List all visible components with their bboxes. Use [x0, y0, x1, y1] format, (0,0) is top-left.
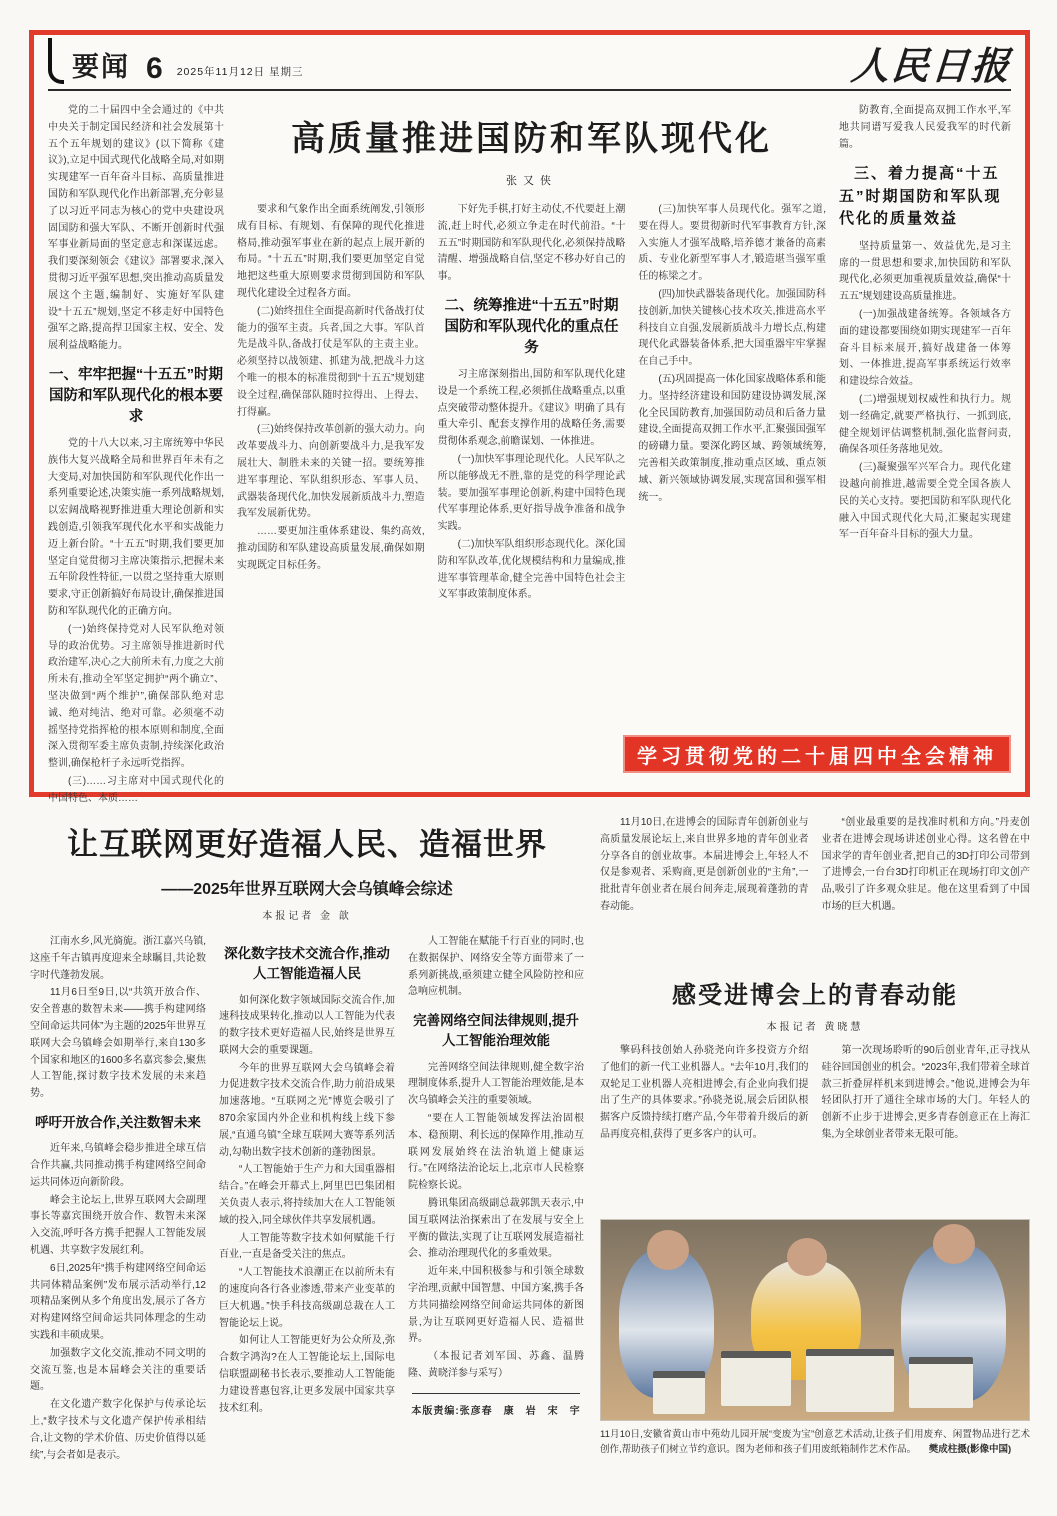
article-paragraph: 擎码科技创始人孙骁尧向许多投资方介绍了他们的新一代工业机器人。“去年10月,我们的双轮足工业机器人亮相进博会,有企业向我们提出了生产的具体要求。”孙骁尧说,展会后团队根据客户反馈持续打磨产品,今年带着升级后的新品再度亮相,获得了更多客户的认可。: [600, 1045, 809, 1140]
internet-summit-article: [30, 815, 584, 1470]
column-divider-rule: [412, 1393, 580, 1394]
photo-caption-text: 11月10日,安徽省黄山市中苑幼儿园开展“变废为宝”创意艺术活动,让孩子们用废弃、闲置物品进行艺术创作,帮助孩子们树立节约意识。图为老师和孩子们用废纸箱制作艺术作品。: [600, 1429, 1030, 1455]
article-paragraph: 第一次现场聆听的90后创业青年,正寻找从硅谷回国创业的机会。“2023年,我们带着全球首款三折叠屏样机来到进博会。”他说,进博会为年轻团队打开了通往全球市场的大门。年轻人的创新不止步于进博会,更多青春创意正在上海汇集,为全球创业者带来无限可能。: [821, 1045, 1030, 1140]
article-paragraph: (一)加强战建备统筹。各领域各方面的建设都要围绕如期实现建军一百年奋斗目标来展开,搞好战建备一体筹划、一体推进,提高军事系统运行效率和建设综合效益。: [839, 309, 1011, 388]
front-section-red-frame: [29, 30, 1030, 804]
article-paragraph: 近年来,中国积极参与和引领全球数字治理,贡献中国智慧、中国方案,携手各方共同描绘网络空间命运共同体的新图景,为让互联网更好造福人民、造福世界。: [408, 1266, 584, 1345]
expo-lede-column-1: [600, 815, 809, 965]
article-paragraph: 本版责编:张彦春 康 岩 宋 宇: [411, 1405, 581, 1417]
expo-article-lede: [600, 815, 1030, 965]
photo-child-left-head: [647, 1230, 689, 1270]
article-paragraph: 今年的世界互联网大会乌镇峰会着力促进数字技术交流合作,助力前沿成果加速落地。“互联网之光”博览会吸引了870余家国内外企业和机构线上线下参展,“直通乌镇”全球互联网大赛等系列活动,勾勒出数字技术创新的蓬勃图景。: [219, 1062, 395, 1158]
article-paragraph: 下好先手棋,打好主动仗,不代要赶上潮流,赶上时代,必须立争走在时代前沿。“十五五”时期国防和军队现代化,必须保持战略清醒、增强战略自信,坚定不移办好自己的事。: [437, 204, 626, 283]
photo-child-right-head: [933, 1224, 975, 1264]
article-paragraph: (三)……习主席对中国式现代化的中国特色、本质……: [48, 775, 224, 804]
section-bracket-rule: [48, 38, 64, 84]
article-paragraph: (一)始终保持党对人民军队绝对领导的政治优势。习主席领导推进新时代政治建军,决心之大前所未有,力度之大前所未有,推动全军坚定拥护“两个确立”、坚决做到“两个维护”,确保部队绝对忠诚、绝对纯洁、绝对可靠。必须毫不动摇坚持党指挥枪的根本原则和制度,全面深入贯彻军委主席负责制,持续深化政治整训,确保枪杆子永远听党指挥。: [48, 623, 224, 770]
article-paragraph: 如何深化数字领域国际交流合作,加速科技成果转化,推动以人工智能为代表的数字技术更好造福人民,始终是世界互联网大会的重要课题。: [219, 994, 395, 1056]
internet-article-headline: 让互联网更好造福人民、造福世界: [67, 827, 547, 862]
expo-article-column-2: [822, 1043, 1031, 1211]
article-paragraph: 6日,2025年“携手构建网络空间命运共同体精品案例”发布展示活动举行,12项精品案例从多个角度出发,展示了各方对构建网络空间命运共同体理念的生动实践和丰硕成果。: [30, 1262, 206, 1341]
article-paragraph: (二)始终扭住全面提高新时代备战打仗能力的强军主责。兵者,国之大事。军队首先是战斗队,备战打仗是军队的主责主业。必须坚持以战领建、抓建为战,把战斗力这个唯一的根本的标准贯彻到“十五五”规划建设全过程,确保部队随时拉得出、上得去、打得赢。: [237, 305, 425, 418]
lower-section: [30, 815, 1030, 1470]
article-subhead: 呼吁开放合作,关注数智未来: [35, 1114, 201, 1130]
article-paragraph: (四)加快武器装备现代化。加强国防科技创新,加快关键核心技术攻关,推进高水平科技自立自强,发展新质战斗力增长点,构建现代化武器装备体系,把大国重器牢牢掌握在自己手中。: [638, 288, 826, 368]
photo-credit: 樊成柱摄(影像中国): [928, 1443, 1012, 1455]
lead-article-column-1: [48, 103, 224, 809]
lead-article-column-5: [839, 103, 1011, 809]
article-paragraph: 坚持质量第一、效益优先,是习主席的一贯思想和要求,加快国防和军队现代化,必须更加重视质量效益,确保“十五五”规划建设高质量推进。: [839, 240, 1011, 303]
article-subhead: 三、着力提高“十五五”时期国防和军队现代化的质量效益: [839, 165, 1002, 228]
lead-article-column-4: [638, 202, 826, 809]
campaign-banner-wrap: [613, 725, 1011, 773]
article-paragraph: 腾讯集团高级副总裁郭凯天表示,中国互联网法治探索出了在发展与安全上平衡的做法,实现了让互联网发展造福社会、推动治理现代化的多重效果。: [408, 1198, 584, 1260]
internet-article-subtitle: ——2025年世界互联网大会乌镇峰会综述: [161, 881, 453, 898]
lead-article-center: [237, 103, 826, 809]
photo-child-center-head: [787, 1238, 827, 1276]
expo-article-headline: 感受进博会上的青春动能: [672, 982, 958, 1009]
internet-article-byline: 本报记者 金 歆: [262, 911, 352, 922]
article-paragraph: (一)加快军事理论现代化。人民军队之所以能够战无不胜,靠的是党的科学理论武装。要加强军事理论创新,构建中国特色现代军事理论体系,更好指导战争准备和战争实践。: [437, 454, 626, 533]
internet-article-column-2: [219, 934, 395, 1470]
kindergarten-craft-photo: [600, 1219, 1030, 1421]
article-paragraph: 峰会主论坛上,世界互联网大会副理事长等嘉宾围绕开放合作、数智未来深入交流,呼吁各方携手把握人工智能发展机遇、共享数字发展红利。: [30, 1194, 206, 1256]
article-paragraph: (三)始终保持改革创新的强大动力。向改革要战斗力、向创新要战斗力,是我军发展壮大、制胜未来的关键一招。要统筹推进军事理论、军队组织形态、军事人员、武器装备现代化,加快发展新质战斗力,塑造我军发展新优势。: [237, 424, 425, 520]
photo-model-house-1: [721, 1351, 791, 1406]
article-paragraph: 人工智能在赋能千行百业的同时,也在数据保护、网络安全等方面带来了一系列新挑战,亟须建立健全风险防控和应急响应机制。: [408, 936, 584, 998]
issue-date: 2025年11月12日 星期三: [176, 66, 304, 78]
internet-article-column-3: [408, 934, 584, 1470]
article-paragraph: 完善网络空间法律规则,健全数字治理制度体系,提升人工智能治理效能,是本次乌镇峰会关注的重要领域。: [408, 1061, 584, 1107]
expo-article-body: [600, 1043, 1030, 1211]
lead-article-column-2: [237, 202, 425, 809]
section-label: 要闻: [72, 52, 130, 82]
article-paragraph: (三)凝聚强军兴军合力。现代化建设越向前推进,越需要全党全国各族人民的关心支持。要把国防和军队现代化融入中国式现代化大局,汇聚起实现建军一百年奋斗目标的强大力量。: [839, 462, 1011, 541]
article-subhead: 深化数字技术交流合作,推动人工智能造福人民: [224, 946, 390, 982]
article-paragraph: 党的二十届四中全会通过的《中共中央关于制定国民经济和社会发展第十五个五年规划的建议》(以下简称《建议》),立足中国式现代化战略全局,对如期实现建军一百年奋斗目标、高质量推进国防和军队现代化作出新部署,充分彰显了以习近平同志为核心的党中央建设巩固国防和强大军队、不断开创新时代强军事业新局面的坚定意志和深谋远虑。我们要深刻领会《建议》部署要求,深入贯彻习近平强军思想,突出推动高质量发展这个主题,编制好、实施好军队建设“十五五”规划,坚定不移走好中国特色强军之路,提高捍卫国家主权、安全、发展利益战略能力。: [48, 105, 224, 352]
page-number: 6: [146, 52, 163, 85]
article-paragraph: (二)增强规划权威性和执行力。规划一经确定,就要严格执行、一抓到底,健全规划评估调整机制,强化监督问责,确保各项任务落地见效。: [839, 394, 1011, 456]
article-paragraph: “创业最重要的是找准时机和方向。”丹麦创业者在进博会现场讲述创业心得。这名曾在中国求学的青年创业者,把自己的3D打印公司带到了进博会,一台台3D打印机正在现场打印文创产品,吸引了许多观众驻足。他在这里看到了中国市场的巨大机遇。: [821, 817, 1030, 912]
campaign-banner: 学习贯彻党的二十届四中全会精神: [623, 735, 1011, 773]
article-paragraph: 如何让人工智能更好为公众所及,弥合数字鸿沟?在人工智能论坛上,国际电信联盟副秘书长表示,要推动人工智能能力建设普惠包容,让更多发展中国家共享技术红利。: [219, 1335, 395, 1414]
photo-model-house-3: [909, 1357, 973, 1408]
article-paragraph: (三)加快军事人员现代化。强军之道,要在得人。要贯彻新时代军事教育方针,深入实施人才强军战略,培养德才兼备的高素质、专业化新型军事人才,锻造堪当强军重任的栋梁之才。: [638, 204, 826, 283]
lead-article-body: [237, 202, 826, 809]
article-paragraph: 党的十八大以来,习主席统筹中华民族伟大复兴战略全局和世界百年未有之大变局,对加快国防和军队现代化作出一系列重要论述,决策实施一系列战略规划,以宏阔战略视野推进重大理论创新和实践创造,引领我军现代化水平和实战能力迈上新台阶。“十五五”时期,我们要更加坚定自觉贯彻习主席决策指示,把握未来五年阶段性特征,一以贯之坚持重大原则要求,守正创新搞好布局设计,确保推进国防和军队现代化的正确方向。: [48, 438, 224, 617]
article-paragraph: “人工智能技术浪潮正在以前所未有的速度向各行各业渗透,带来产业变革的巨大机遇。”快手科技高级副总裁在人工智能论坛上说。: [219, 1267, 395, 1329]
photo-model-house-4: [653, 1371, 705, 1414]
masthead-renminribao: 人民日报: [849, 45, 1013, 88]
article-paragraph: ……要更加注重体系建设、集约高效,推动国防和军队建设高质量发展,确保如期实现既定目标任务。: [237, 526, 425, 571]
article-paragraph: “人工智能始于生产力和大国重器相结合。”在峰会开幕式上,阿里巴巴集团相关负责人表示,将持续加大在人工智能领域的投入,同全球伙伴共享发展机遇。: [219, 1164, 395, 1226]
article-paragraph: (二)加快军队组织形态现代化。深化国防和军队改革,优化规模结构和力量编成,推进军事管理革命,健全完善中国特色社会主义军事政策制度体系。: [437, 539, 626, 601]
page-header: [48, 35, 1011, 91]
article-paragraph: “要在人工智能领域发挥法治固根本、稳预期、利长远的保障作用,推动互联网发展始终在法治轨道上健康运行。”在网络法治论坛上,北京市人民检察院检察长说。: [408, 1113, 584, 1192]
article-paragraph: (五)巩固提高一体化国家战略体系和能力。坚持经济建设和国防建设协调发展,深化全民国防教育,加强国防动员和后备力量建设,全面提高双拥工作水平,汇聚强国强军的磅礴力量。要深化跨区域、跨领域统筹,完善相关政策制度,推动重点区域、重点领域、新兴领域协调发展,实现富国和强军相统一。: [638, 373, 826, 503]
article-paragraph: 江南水乡,风光旖旎。浙江嘉兴乌镇,这座千年古镇再度迎来全球瞩目,共论数字时代蓬勃发展。: [30, 936, 206, 981]
article-paragraph: 11月6日至9日,以“共筑开放合作、安全普惠的数智未来——携手构建网络空间命运共同体”为主题的2025年世界互联网大会乌镇峰会如期举行,来自130多个国家和地区的1600多名嘉宾参会,聚焦人工智能,探讨数字技术发展的未来趋势。: [30, 987, 206, 1100]
article-subhead: 一、牢牢把握“十五五”时期国防和军队现代化的根本要求: [49, 366, 223, 425]
article-paragraph: 人工智能等数字技术如何赋能千行百业,一直是备受关注的焦点。: [219, 1232, 395, 1261]
photo-model-house-2: [806, 1349, 894, 1412]
article-paragraph: 11月10日,在进博会的国际青年创新创业与高质量发展论坛上,来自世界多地的青年创业者分享各自的创业故事。本届进博会上,年轻人不仅是参观者、采购商,更是创新创业的“主角”,一批批青年创业者在展台间奔走,展现着蓬勃的青春动能。: [600, 817, 809, 912]
internet-article-column-1: [30, 934, 206, 1470]
article-paragraph: （本报记者刘军国、苏鑫、温腾隆、黄晓洋参与采写）: [408, 1351, 584, 1380]
lead-article-column-3: [438, 202, 626, 809]
lead-article: [48, 91, 1011, 804]
expo-article-column-1: [600, 1043, 809, 1211]
expo-lede-column-2: [822, 815, 1031, 965]
lead-article-byline: 张又侠: [506, 175, 557, 187]
internet-article-body: [30, 934, 584, 1470]
article-paragraph: 要求和气象作出全面系统阐发,引领形成有目标、有规划、有保障的现代化推进格局,推动强军事业在新的起点上展开新的布局。“十五五”时期,我们要更加坚定自觉地把这些重大原则要求贯彻到国防和军队现代化建设全过程各方面。: [237, 204, 425, 299]
article-paragraph: 加强数字文化交流,推动不同文明的交流互鉴,也是本届峰会关注的重要话题。: [30, 1347, 206, 1393]
expo-article-byline: 本报记者 黄晓慧: [766, 1022, 864, 1033]
lead-article-headline: 高质量推进国防和军队现代化: [291, 120, 772, 158]
article-subhead: 完善网络空间法律规则,提升人工智能治理效能: [413, 1013, 579, 1049]
article-paragraph: 在文化遗产数字化保护与传承论坛上,“数字技术与文化遗产保护传承相结合,让文物的学术价值、历史价值得以延续”,与会者如是表示。: [30, 1399, 206, 1461]
article-paragraph: 近年来,乌镇峰会稳步推进全球互信合作共赢,共同推动携手构建网络空间命运共同体迈向新阶段。: [30, 1143, 206, 1188]
article-paragraph: 习主席深刻指出,国防和军队现代化建设是一个系统工程,必须抓住战略重点,以重点突破带动整体提升。《建议》明确了具有重大牵引、配套支撑作用的战略任务,需要贯彻体系观念,前瞻谋划、一体推进。: [437, 369, 626, 448]
article-paragraph: 防教育,全面提高双拥工作水平,军地共同谱写爱我人民爱我军的时代新篇。: [839, 105, 1011, 150]
photo-caption: [600, 1428, 1030, 1457]
article-subhead: 二、统筹推进“十五五”时期国防和军队现代化的重点任务: [444, 297, 619, 357]
expo-youth-article: [600, 815, 1030, 1470]
